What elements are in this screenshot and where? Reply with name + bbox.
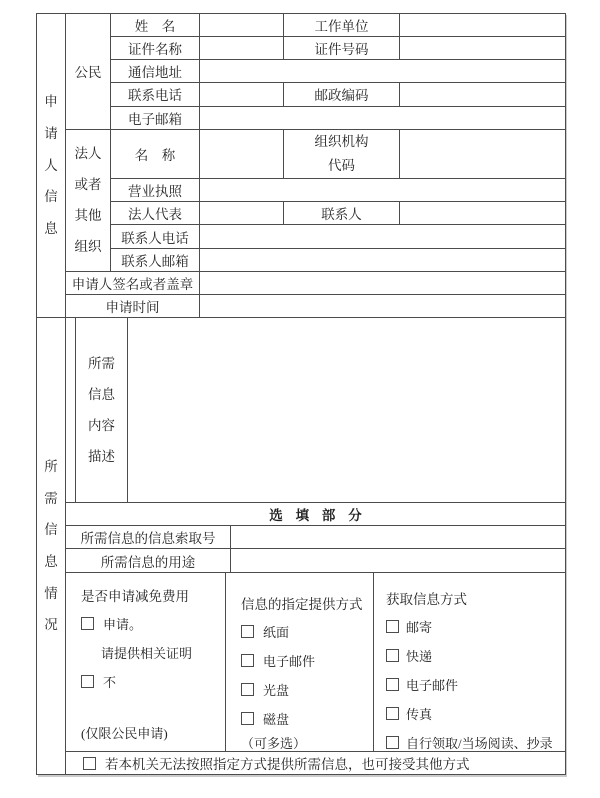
label-index-number-text: 所需信息的信息索取号: [80, 531, 216, 546]
fee-option-no: [66, 667, 223, 696]
optional-section-header-text: 选填部分: [269, 508, 375, 523]
fee-option-no-label: 不: [103, 675, 117, 690]
obtain-method-column: [374, 573, 565, 751]
provide-method-title: 信息的指定提供方式: [241, 596, 363, 612]
fee-waiver-column: [66, 573, 225, 751]
provide-option-email: [226, 646, 371, 675]
optional-section-header: [66, 503, 566, 526]
obtain-method-title: 获取信息方式: [386, 591, 467, 607]
label-postcode: [284, 83, 400, 106]
label-contact-email: [111, 248, 200, 271]
label-id-name-text: 证件名称: [128, 42, 182, 58]
fee-option-apply-note: 请提供相关证明: [101, 646, 193, 661]
fee-waiver-title: 是否申请减免费用: [81, 588, 189, 604]
label-org-name: [111, 129, 200, 179]
input-contact[interactable]: [400, 202, 566, 225]
input-id-number[interactable]: [400, 37, 566, 60]
obtain-option-fax: [374, 699, 563, 728]
checkbox-paper[interactable]: [241, 625, 254, 638]
label-phone: [111, 83, 200, 106]
required-info-section-label-text: 所需信息情况: [44, 458, 58, 633]
obtain-option-email: [374, 670, 563, 699]
obtain-option-email-label: 电子邮件: [406, 678, 459, 693]
label-address-text: 通信地址: [128, 65, 182, 81]
label-apply-time-text: 申请时间: [105, 299, 160, 315]
input-email[interactable]: [200, 106, 566, 129]
label-postcode-text: 邮政编码: [314, 88, 369, 104]
fallback-note-line: [66, 753, 565, 773]
label-contact-phone: [111, 225, 200, 248]
label-legal-rep-text: 法人代表: [128, 207, 182, 223]
required-info-table: [36, 317, 566, 775]
form-sheet: [36, 13, 565, 775]
input-legal-rep[interactable]: [200, 202, 284, 225]
checkbox-disk[interactable]: [241, 712, 254, 725]
provide-method-footnote: （可多选）: [241, 736, 307, 751]
obtain-option-mail: [374, 612, 563, 641]
label-org-code: [284, 129, 400, 179]
applicant-info-table: [36, 13, 566, 318]
label-email: [111, 106, 200, 129]
label-signature: [66, 271, 200, 294]
checkbox-apply-fee-waiver[interactable]: [81, 617, 94, 630]
label-description: [76, 318, 128, 503]
obtain-option-fax-label: 传真: [406, 707, 433, 722]
input-id-name[interactable]: [200, 37, 284, 60]
label-org-code-text: 组织机构代码: [314, 133, 369, 173]
input-contact-phone[interactable]: [200, 225, 566, 248]
label-name-text: 姓 名: [134, 19, 176, 35]
label-id-number: [284, 37, 400, 60]
checkbox-self-pickup[interactable]: [386, 736, 399, 749]
label-signature-text: 申请人签名或者盖章: [71, 276, 194, 292]
checkbox-no-fee-waiver[interactable]: [81, 675, 94, 688]
checkbox-cd[interactable]: [241, 683, 254, 696]
input-org-name[interactable]: [200, 129, 284, 179]
label-address: [111, 60, 200, 83]
fee-waiver-cell: [66, 573, 226, 752]
input-phone[interactable]: [200, 83, 284, 106]
checkbox-fax[interactable]: [386, 707, 399, 720]
checkbox-express[interactable]: [386, 649, 399, 662]
label-index-number: [66, 526, 231, 549]
applicant-section-label: [37, 14, 66, 318]
input-work-unit[interactable]: [400, 14, 566, 37]
label-purpose: [66, 549, 231, 573]
label-email-text: 电子邮箱: [128, 111, 182, 127]
label-apply-time: [66, 294, 200, 317]
provide-option-cd: [226, 675, 371, 704]
label-legal-rep: [111, 202, 200, 225]
obtain-option-self-pickup-label: 自行领取/当场阅读、抄录: [406, 736, 553, 751]
provide-option-disk-label: 磁盘: [263, 712, 290, 727]
checkbox-email-delivery[interactable]: [241, 654, 254, 667]
label-contact: [284, 202, 400, 225]
label-license-text: 营业执照: [128, 184, 182, 200]
input-license[interactable]: [200, 179, 566, 202]
obtain-option-self-pickup: [374, 728, 563, 752]
label-id-number-text: 证件号码: [314, 42, 369, 58]
input-address[interactable]: [200, 60, 566, 83]
provide-option-disk: [226, 704, 371, 733]
obtain-method-cell: [374, 573, 566, 752]
label-contact-phone-text: 联系人电话: [121, 230, 189, 246]
label-license: [111, 179, 200, 202]
fee-waiver-footnote: (仅限公民申请): [81, 726, 168, 741]
provide-option-paper-label: 纸面: [263, 625, 290, 640]
description-spacer-cell: [66, 318, 76, 503]
obtain-option-mail-label: 邮寄: [406, 620, 433, 635]
input-index-number[interactable]: [231, 526, 566, 549]
checkbox-accept-other[interactable]: [83, 757, 96, 770]
required-info-section-label: [37, 318, 66, 775]
obtain-option-express-label: 快递: [406, 649, 433, 664]
provide-option-cd-label: 光盘: [263, 683, 290, 698]
label-phone-text: 联系电话: [128, 88, 182, 104]
fallback-note-text: 若本机关无法按照指定方式提供所需信息，也可接受其他方式: [105, 757, 470, 772]
input-contact-email[interactable]: [200, 248, 566, 271]
citizen-group-label-text: 公民: [74, 65, 102, 81]
provide-method-column: [226, 573, 373, 751]
provide-option-paper: [226, 617, 371, 646]
label-contact-email-text: 联系人邮箱: [121, 253, 189, 269]
obtain-option-express: [374, 641, 563, 670]
org-group-label-text: 法人或者其他组织: [74, 146, 102, 255]
provide-method-cell: [226, 573, 374, 752]
input-name[interactable]: [200, 14, 284, 37]
input-postcode[interactable]: [400, 83, 566, 106]
label-org-name-text: 名 称: [134, 147, 176, 163]
checkbox-email-obtain[interactable]: [386, 678, 399, 691]
label-contact-text: 联系人: [321, 207, 362, 223]
input-description[interactable]: [128, 318, 566, 503]
input-purpose[interactable]: [231, 549, 566, 573]
input-org-code[interactable]: [400, 129, 566, 179]
applicant-section-label-text: 申请人信息: [44, 94, 58, 237]
org-group-label: [66, 129, 111, 271]
fee-option-apply: [66, 609, 223, 638]
label-id-name: [111, 37, 200, 60]
label-work-unit-text: 工作单位: [314, 19, 369, 35]
fallback-note-cell: [66, 752, 566, 775]
provide-option-email-label: 电子邮件: [263, 654, 316, 669]
input-signature[interactable]: [200, 271, 566, 294]
label-description-text: 所需信息内容描述: [88, 355, 115, 465]
citizen-group-label: [66, 14, 111, 130]
checkbox-mail[interactable]: [386, 620, 399, 633]
label-name: [111, 14, 200, 37]
fee-option-apply-label: 申请。: [103, 617, 143, 632]
label-purpose-text: 所需信息的用途: [100, 554, 196, 570]
label-work-unit: [284, 14, 400, 37]
input-apply-time[interactable]: [200, 294, 566, 317]
